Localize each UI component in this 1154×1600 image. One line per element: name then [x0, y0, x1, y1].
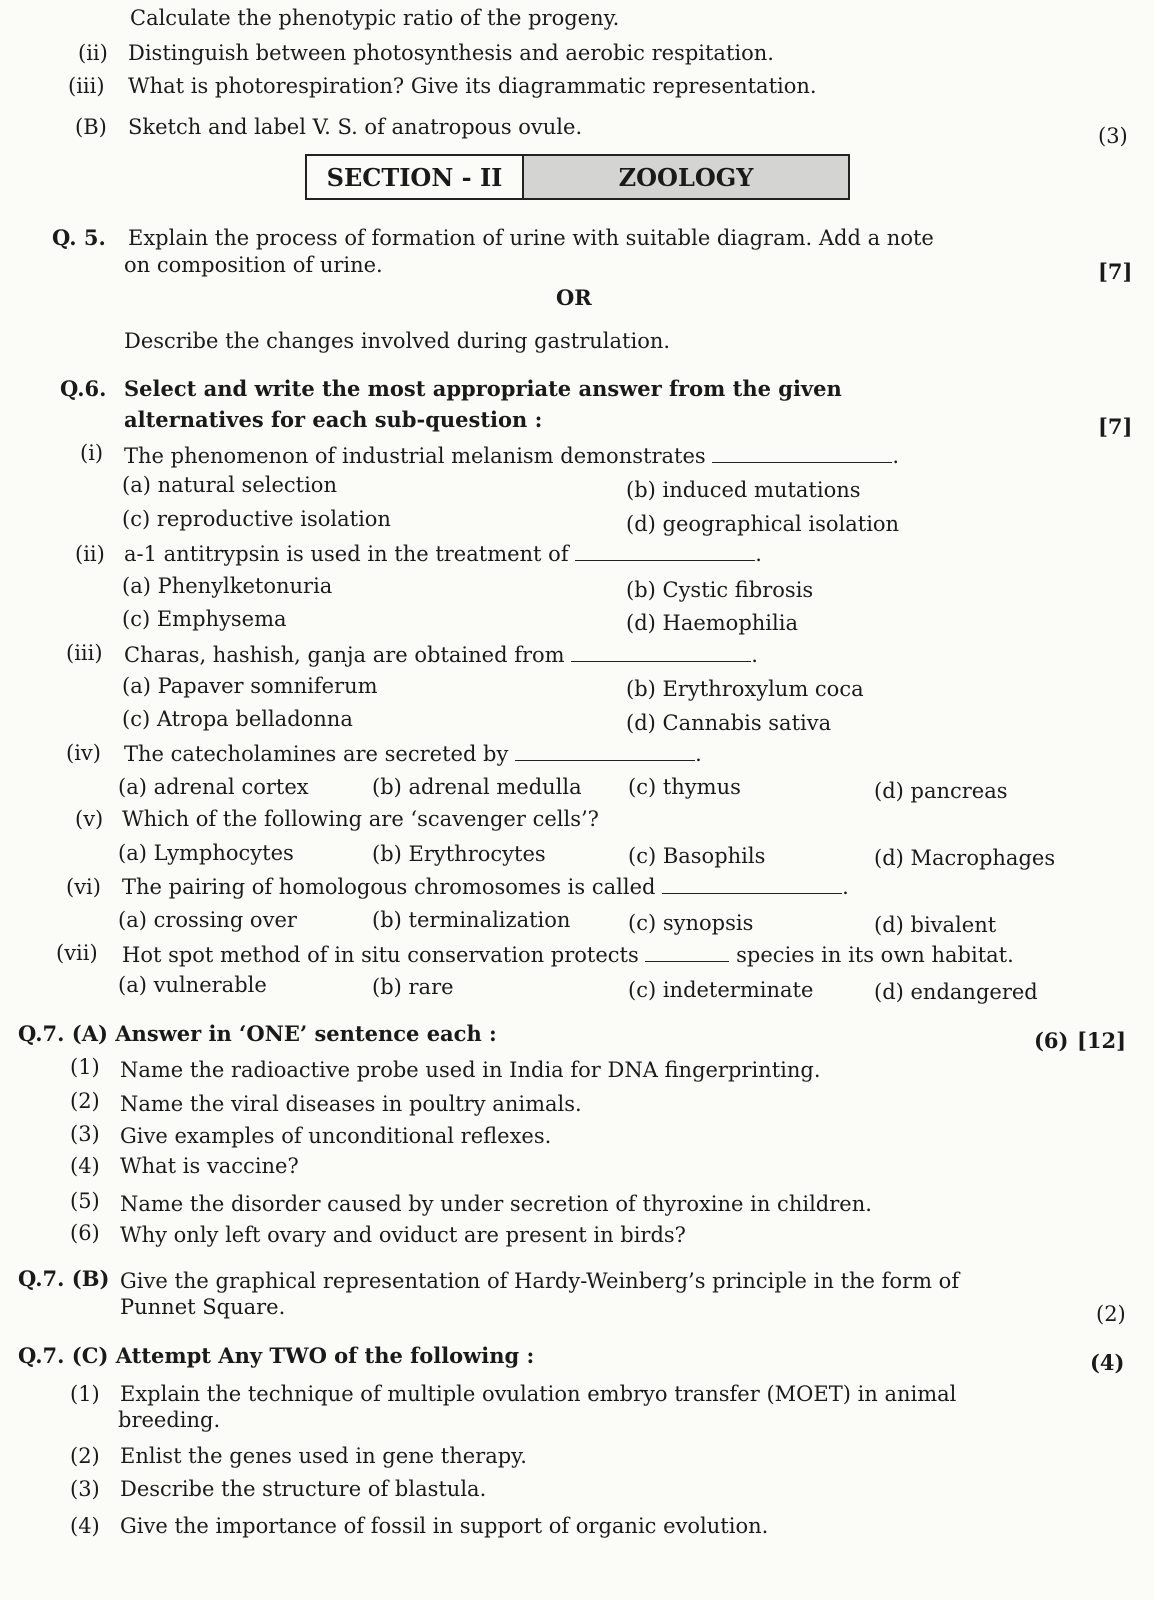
top-continuation: Calculate the phenotypic ratio of the progeny. [130, 6, 620, 30]
q7a-heading: Q.7. (A) Answer in ‘ONE’ sentence each : [18, 1021, 497, 1046]
section-header [305, 154, 850, 200]
q7a-1-num: (1) [70, 1055, 100, 1079]
top-iii-text: What is photorespiration? Give its diagrammatic representation. [128, 74, 817, 98]
q6-vi-option-b: (b) terminalization [372, 908, 571, 932]
answer-blank [575, 542, 755, 561]
q6-number: Q.6. [60, 376, 107, 401]
q6-iv-question [124, 741, 702, 767]
q6-vi-end: . [842, 875, 849, 899]
q6-vi-num: (vi) [66, 875, 101, 899]
q5-number: Q. 5. [52, 225, 106, 250]
q6-iv-option-d: (d) pancreas [874, 779, 1008, 803]
answer-blank [662, 875, 842, 894]
q6-ii-question [124, 541, 762, 567]
top-b-text: Sketch and label V. S. of anatropous ovule. [128, 115, 583, 139]
q6-iv-option-b: (b) adrenal medulla [372, 775, 582, 799]
q7a-1-text: Name the radioactive probe used in India for DNA fingerprinting. [120, 1058, 821, 1082]
q6-ii-option-c: (c) Emphysema [122, 607, 287, 631]
q5-or: OR [556, 285, 592, 310]
q7b-line1: Give the graphical representation of Hardy-Weinberg’s principle in the form of [120, 1269, 960, 1293]
q7c-1-text2: breeding. [118, 1408, 221, 1432]
q7b-number: Q.7. (B) [18, 1266, 110, 1291]
q7a-2-text: Name the viral diseases in poultry animals. [120, 1092, 582, 1116]
q7a-5-num: (5) [70, 1189, 100, 1213]
q7c-2-num: (2) [70, 1444, 100, 1468]
q6-v-option-d: (d) Macrophages [874, 846, 1056, 870]
q7a-3-num: (3) [70, 1122, 100, 1146]
q6-i-option-d: (d) geographical isolation [626, 512, 900, 536]
q6-v-option-b: (b) Erythrocytes [372, 842, 546, 866]
answer-blank [645, 943, 729, 962]
q7a-3-text: Give examples of unconditional reflexes. [120, 1124, 552, 1148]
q6-iv-option-a: (a) adrenal cortex [118, 775, 309, 799]
q6-line2: alternatives for each sub-question : [124, 407, 543, 432]
q7c-4-num: (4) [70, 1514, 100, 1538]
q6-iv-end: . [695, 742, 702, 766]
q7c-4-text: Give the importance of fossil in support of organic evolution. [120, 1514, 769, 1538]
q6-i-num: (i) [80, 441, 104, 465]
q6-vii-option-d: (d) endangered [874, 980, 1038, 1004]
q6-vi-option-d: (d) bivalent [874, 913, 997, 937]
q6-iii-text: Charas, hashish, ganja are obtained from [124, 643, 565, 667]
answer-blank [712, 444, 892, 463]
q6-ii-end: . [755, 542, 762, 566]
q7c-1-num: (1) [70, 1382, 100, 1406]
q6-vi-option-a: (a) crossing over [118, 908, 297, 932]
q6-line1: Select and write the most appropriate answer from the given [124, 376, 842, 401]
q6-vi-question [122, 874, 849, 900]
top-iii-num: (iii) [68, 74, 105, 98]
section-subject: ZOOLOGY [524, 156, 848, 198]
q6-i-option-a: (a) natural selection [122, 473, 337, 497]
q7b-line2: Punnet Square. [120, 1295, 286, 1319]
q6-ii-option-d: (d) Haemophilia [626, 611, 798, 635]
q6-iii-num: (iii) [66, 641, 103, 665]
q6-vii-option-b: (b) rare [372, 975, 454, 999]
q7a-6-text: Why only left ovary and oviduct are present in birds? [120, 1223, 686, 1247]
answer-blank [571, 643, 751, 662]
q7c-2-text: Enlist the genes used in gene therapy. [120, 1444, 527, 1468]
q6-i-text: The phenomenon of industrial melanism demonstrates [124, 444, 706, 468]
q6-ii-option-a: (a) Phenylketonuria [122, 574, 333, 598]
bleed-through-decoration [940, 30, 946, 54]
q6-iii-option-c: (c) Atropa belladonna [122, 707, 353, 731]
top-ii-num: (ii) [78, 41, 108, 65]
q7c-1-text: Explain the technique of multiple ovulation embryo transfer (MOET) in animal [120, 1382, 957, 1406]
q7a-6-num: (6) [70, 1221, 100, 1245]
q7c-3-text: Describe the structure of blastula. [120, 1477, 487, 1501]
q7a-5-text: Name the disorder caused by under secretion of thyroxine in children. [120, 1192, 872, 1216]
q6-i-option-c: (c) reproductive isolation [122, 507, 391, 531]
q7c-heading: Q.7. (C) Attempt Any TWO of the following : [18, 1343, 535, 1368]
q6-vii-option-c: (c) indeterminate [628, 978, 814, 1002]
q6-vi-text: The pairing of homologous chromosomes is called [122, 875, 656, 899]
q6-vii-text: Hot spot method of in situ conservation protects [122, 943, 639, 967]
q7c-marks: (4) [1090, 1350, 1125, 1375]
q6-iii-end: . [751, 643, 758, 667]
q6-ii-text: a-1 antitrypsin is used in the treatment of [124, 542, 569, 566]
q6-vii-text2: species in its own habitat. [736, 943, 1014, 967]
q6-iv-num: (iv) [66, 741, 101, 765]
q7c-3-num: (3) [70, 1477, 100, 1501]
answer-blank [515, 742, 695, 761]
q6-vii-num: (vii) [56, 941, 98, 965]
q6-i-end: . [892, 444, 900, 468]
q7b-marks: (2) [1096, 1302, 1126, 1326]
q6-iii-question [124, 642, 758, 668]
top-ii-text: Distinguish between photosynthesis and aerobic respitation. [128, 41, 774, 65]
q6-ii-option-b: (b) Cystic fibrosis [626, 578, 814, 602]
q7a-4-text: What is vaccine? [120, 1154, 299, 1178]
q6-vii-option-a: (a) vulnerable [118, 973, 267, 997]
q7a-marks: (6) [1034, 1028, 1069, 1053]
q6-i-question [124, 443, 899, 469]
q6-ii-num: (ii) [75, 542, 105, 566]
q6-v-question: Which of the following are ‘scavenger cells’? [122, 807, 599, 831]
q6-vii-question [122, 942, 1014, 968]
q5-alternative: Describe the changes involved during gastrulation. [124, 329, 671, 353]
q6-i-option-b: (b) induced mutations [626, 478, 861, 502]
q6-iv-text: The catecholamines are secreted by [124, 742, 509, 766]
q6-vi-option-c: (c) synopsis [628, 911, 754, 935]
q6-iii-option-b: (b) Erythroxylum coca [626, 677, 864, 701]
q5-line2: on composition of urine. [124, 253, 383, 277]
q5-marks: [7] [1098, 259, 1133, 284]
q6-iii-option-d: (d) Cannabis sativa [626, 711, 832, 735]
top-b-marks: (3) [1098, 124, 1128, 148]
q6-v-option-a: (a) Lymphocytes [118, 841, 294, 865]
q7a-4-num: (4) [70, 1154, 100, 1178]
q6-marks: [7] [1098, 414, 1133, 439]
q7a-total-marks: [12] [1077, 1028, 1127, 1053]
q6-v-option-c: (c) Basophils [628, 844, 766, 868]
q6-iv-option-c: (c) thymus [628, 775, 741, 799]
q5-line1: Explain the process of formation of urine with suitable diagram. Add a note [128, 226, 934, 250]
q6-v-num: (v) [75, 807, 104, 831]
q6-iii-option-a: (a) Papaver somniferum [122, 674, 378, 698]
section-label: SECTION - II [307, 156, 524, 198]
top-b-num: (B) [75, 115, 107, 139]
q7a-2-num: (2) [70, 1089, 100, 1113]
